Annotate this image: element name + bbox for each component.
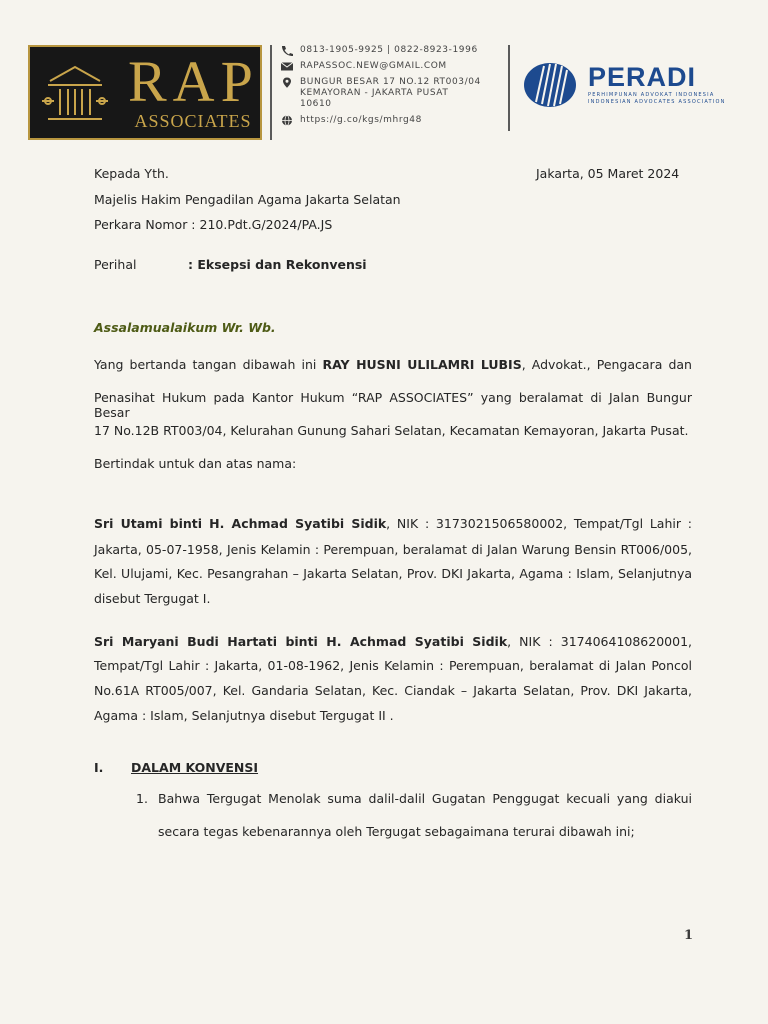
point-line-1: Bahwa Tergugat Menolak suma dalil-dalil Gugatan Penggugat kecuali yang diakui [158, 791, 692, 806]
intro-pre-text: Yang bertanda tangan dibawah ini [94, 357, 323, 372]
contact-map-link [280, 115, 502, 126]
letter-date: Jakarta, 05 Maret 2024 [536, 166, 680, 181]
phone-text: 0813-1905-9925 | 0822-8923-1996 [300, 45, 478, 55]
party2-line-3: No.61A RT005/007, Kel. Gandaria Selatan, Kec. Ciandak – Jakarta Selatan, Prov. DKI Jakarta, [94, 683, 692, 698]
intro-line-4: Bertindak untuk dan atas nama: [94, 456, 297, 471]
logo-sub-text: ASSOCIATES [134, 111, 252, 131]
advocate-name: RAY HUSNI ULILAMRI LUBIS [322, 357, 522, 372]
mail-icon [280, 61, 294, 72]
party1-line-2: Jakarta, 05-07-1958, Jenis Kelamin : Perempuan, beralamat di Jalan Warung Bensin RT006/005, [94, 542, 692, 557]
map-link-text[interactable]: https://g.co/kgs/mhrg48 [300, 115, 422, 125]
intro-line-1 [94, 357, 692, 372]
recipient-salutation: Kepada Yth. [94, 166, 169, 181]
contact-address [280, 77, 502, 110]
address-text: BUNGUR BESAR 17 NO.12 RT003/04 KEMAYORAN - JAKARTA PUSAT 10610 [300, 77, 481, 109]
page-number: 1 [684, 928, 694, 943]
case-number: Perkara Nomor : 210.Pdt.G/2024/PA.JS [94, 217, 333, 232]
rap-associates-logo [28, 45, 262, 140]
party1-line-1 [94, 516, 692, 531]
recipient-court: Majelis Hakim Pengadilan Agama Jakarta Selatan [94, 192, 401, 207]
globe-icon [280, 115, 294, 126]
party1-name: Sri Utami binti H. Achmad Syatibi Sidik [94, 516, 387, 531]
section-number: I. [94, 760, 104, 775]
contact-phone [280, 45, 502, 56]
intro-line-3: 17 No.12B RT003/04, Kelurahan Gunung Sahari Selatan, Kecamatan Kemayoran, Jakarta Pusat. [94, 423, 689, 438]
point-line-2: secara tegas kebenarannya oleh Tergugat sebagaimana terurai dibawah ini; [158, 824, 635, 839]
peradi-subtitle-en: INDONESIAN ADVOCATES ASSOCIATION [588, 99, 726, 105]
peradi-subtitle-id: PERHIMPUNAN ADVOKAT INDONESIA [588, 92, 715, 98]
party2-post: , NIK : 3174064108620001, [507, 634, 692, 649]
letterhead-divider-right [508, 45, 510, 131]
letterhead-divider [270, 45, 272, 140]
subject-label: Perihal [94, 257, 137, 272]
pillar-scales-icon [42, 61, 108, 127]
intro-post-text: , Advokat., Pengacara dan [521, 357, 692, 372]
intro-line-2: Penasihat Hukum pada Kantor Hukum “RAP ASSOCIATES” yang beralamat di Jalan Bungur Besar [94, 390, 692, 420]
party2-name: Sri Maryani Budi Hartati binti H. Achmad Syatibi Sidik [94, 634, 508, 649]
contact-block [280, 45, 502, 131]
party1-line-3: Kel. Ulujami, Kec. Pesangrahan – Jakarta Selatan, Prov. DKI Jakarta, Agama : Islam, Selanjutnya [94, 566, 692, 581]
party2-line-1 [94, 634, 692, 649]
point-number: 1. [136, 791, 148, 806]
peradi-wordmark: PERADI [588, 62, 697, 92]
logo-main-text: RAP [128, 49, 259, 114]
location-pin-icon [280, 77, 294, 88]
party1-post: , NIK : 3173021506580002, Tempat/Tgl Lahir : [386, 516, 692, 531]
greeting: Assalamualaikum Wr. Wb. [94, 320, 276, 335]
email-text: RAPASSOC.NEW@GMAIL.COM [300, 61, 447, 71]
peradi-globe-logo [522, 60, 578, 110]
party2-line-2: Tempat/Tgl Lahir : Jakarta, 01-08-1962, Jenis Kelamin : Perempuan, beralamat di Jalan Poncol [94, 658, 692, 673]
subject-value: : Eksepsi dan Rekonvensi [188, 257, 367, 272]
party1-line-4: disebut Tergugat I. [94, 591, 211, 606]
contact-email [280, 61, 502, 72]
party2-line-4: Agama : Islam, Selanjutnya disebut Tergugat II . [94, 708, 394, 723]
section-title: DALAM KONVENSI [131, 760, 259, 775]
phone-icon [280, 45, 294, 56]
